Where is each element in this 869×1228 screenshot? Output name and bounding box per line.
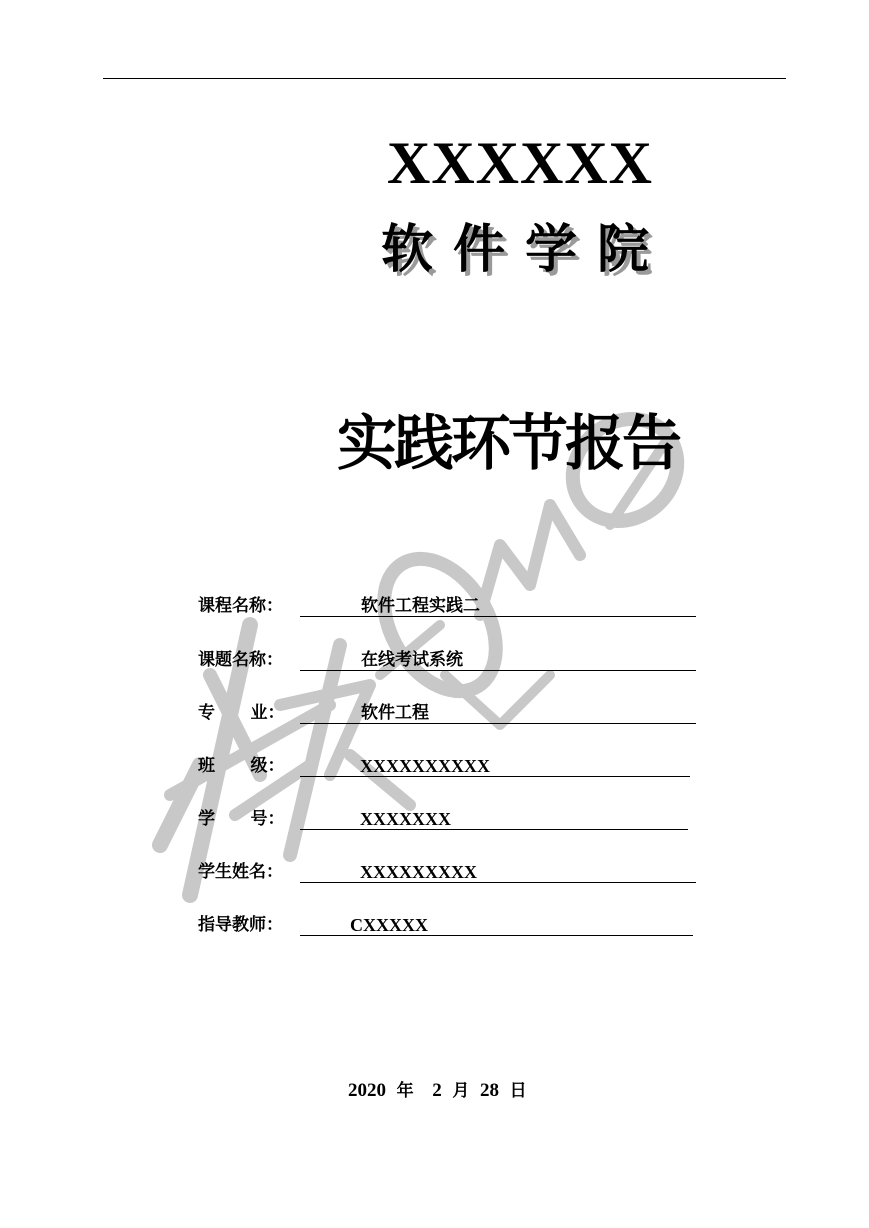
course-name-underline — [300, 616, 696, 617]
date-month: 2 — [432, 1080, 442, 1101]
date-day-unit: 日 — [509, 1081, 527, 1101]
student-id-value: XXXXXXX — [360, 809, 451, 829]
project-name-label: 课题名称： — [198, 650, 283, 670]
student-id-label: 学 号： — [198, 809, 285, 829]
report-title: 实践环节报告 — [337, 409, 679, 479]
class-label: 班 级： — [198, 756, 285, 776]
major-underline — [300, 723, 696, 724]
date-day: 28 — [480, 1080, 499, 1101]
course-name-value: 软件工程实践二 — [361, 596, 480, 616]
student-name-label: 学生姓名： — [198, 862, 283, 882]
major-label: 专 业： — [198, 703, 285, 723]
class-underline — [300, 776, 690, 777]
student-id-underline — [300, 829, 688, 830]
advisor-label: 指导教师： — [198, 915, 283, 935]
course-name-label: 课程名称： — [198, 596, 283, 616]
major-value: 软件工程 — [361, 703, 429, 723]
header-rule — [103, 78, 786, 79]
advisor-value: CXXXXX — [350, 915, 428, 935]
project-name-underline — [300, 670, 696, 671]
date-month-unit: 月 — [452, 1081, 470, 1101]
date-year: 2020 — [348, 1080, 386, 1101]
class-value: XXXXXXXXXX — [360, 756, 490, 776]
report-date — [300, 1076, 600, 1105]
college-name: 软件学院 — [380, 220, 669, 280]
date-year-unit: 年 — [396, 1081, 414, 1101]
student-name-value: XXXXXXXXX — [360, 862, 477, 882]
university-name: XXXXXX — [387, 130, 653, 196]
project-name-value: 在线考试系统 — [361, 650, 463, 670]
